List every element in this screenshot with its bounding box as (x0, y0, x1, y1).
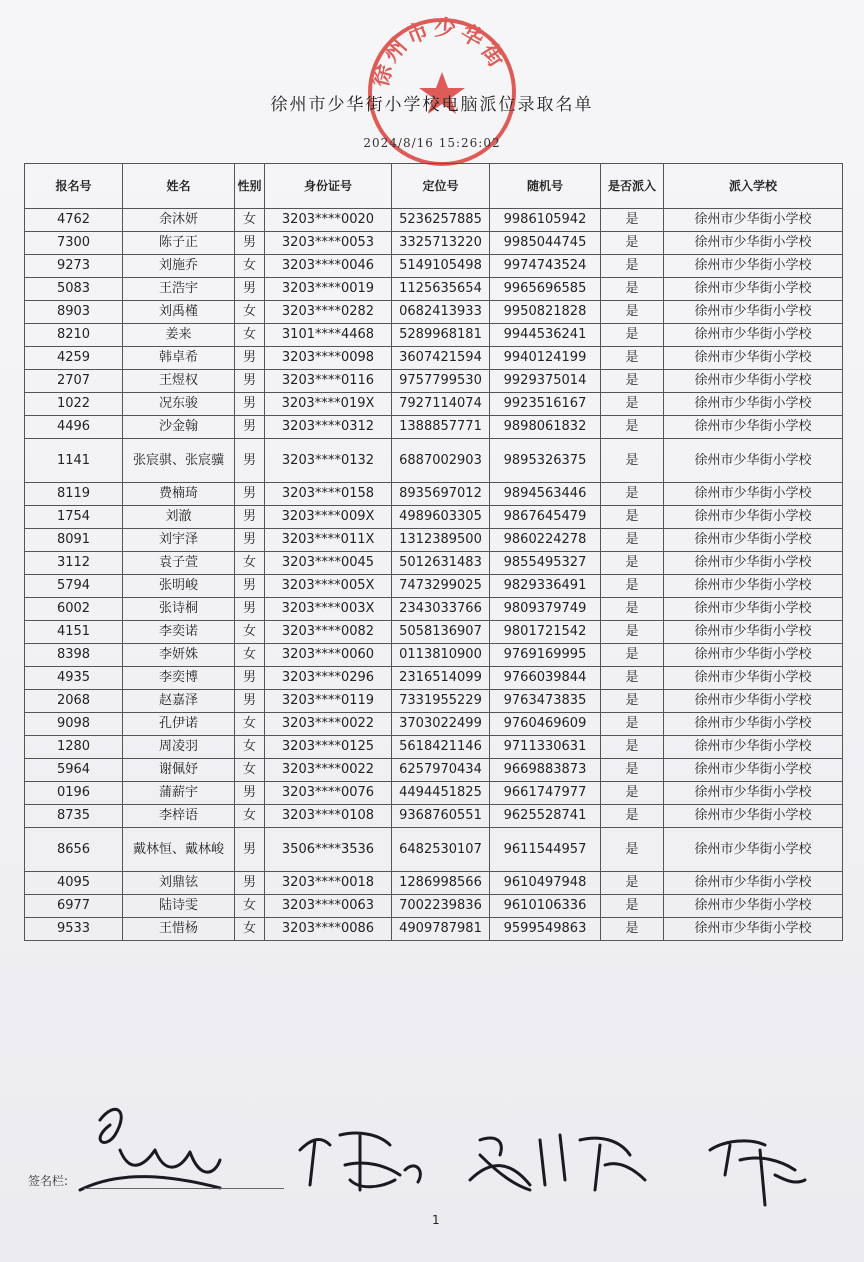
cell-id-number: 3203****0125 (265, 736, 392, 759)
cell-location-no: 8935697012 (392, 483, 490, 506)
col-header-id-number: 身份证号 (265, 164, 392, 209)
cell-name: 刘宇泽 (123, 529, 235, 552)
cell-gender: 女 (235, 805, 265, 828)
cell-school: 徐州市少华街小学校 (664, 782, 843, 805)
cell-assigned: 是 (601, 552, 664, 575)
cell-assigned: 是 (601, 918, 664, 941)
cell-gender: 女 (235, 255, 265, 278)
cell-school: 徐州市少华街小学校 (664, 506, 843, 529)
cell-random-no: 9940124199 (490, 347, 601, 370)
cell-gender: 女 (235, 621, 265, 644)
cell-assigned: 是 (601, 644, 664, 667)
cell-id-number: 3203****0046 (265, 255, 392, 278)
cell-name: 姜来 (123, 324, 235, 347)
cell-gender: 男 (235, 347, 265, 370)
cell-school: 徐州市少华街小学校 (664, 598, 843, 621)
cell-id-number: 3203****011X (265, 529, 392, 552)
cell-reg-no: 1022 (25, 393, 123, 416)
signature-line (84, 1188, 284, 1189)
cell-gender: 男 (235, 529, 265, 552)
cell-reg-no: 8210 (25, 324, 123, 347)
cell-id-number: 3203****0022 (265, 713, 392, 736)
cell-school: 徐州市少华街小学校 (664, 713, 843, 736)
cell-random-no: 9895326375 (490, 439, 601, 483)
cell-random-no: 9711330631 (490, 736, 601, 759)
table-row (25, 598, 843, 621)
cell-random-no: 9760469609 (490, 713, 601, 736)
cell-id-number: 3203****0082 (265, 621, 392, 644)
cell-name: 戴林恒、戴林峻 (123, 828, 235, 872)
cell-assigned: 是 (601, 209, 664, 232)
cell-gender: 女 (235, 552, 265, 575)
cell-location-no: 5012631483 (392, 552, 490, 575)
cell-id-number: 3101****4468 (265, 324, 392, 347)
cell-assigned: 是 (601, 598, 664, 621)
table-row (25, 483, 843, 506)
col-header-assigned: 是否派入 (601, 164, 664, 209)
page-title: 徐州市少华街小学校电脑派位录取名单 (270, 95, 594, 115)
cell-assigned: 是 (601, 232, 664, 255)
cell-location-no: 7927114074 (392, 393, 490, 416)
table-body (25, 209, 843, 941)
cell-name: 王煜权 (123, 370, 235, 393)
cell-random-no: 9625528741 (490, 805, 601, 828)
cell-gender: 女 (235, 895, 265, 918)
cell-reg-no: 4151 (25, 621, 123, 644)
cell-assigned: 是 (601, 506, 664, 529)
cell-gender: 女 (235, 301, 265, 324)
cell-reg-no: 4935 (25, 667, 123, 690)
cell-gender: 女 (235, 918, 265, 941)
cell-random-no: 9610497948 (490, 872, 601, 895)
cell-reg-no: 5083 (25, 278, 123, 301)
cell-school: 徐州市少华街小学校 (664, 347, 843, 370)
cell-school: 徐州市少华街小学校 (664, 278, 843, 301)
cell-school: 徐州市少华街小学校 (664, 529, 843, 552)
cell-reg-no: 8735 (25, 805, 123, 828)
cell-gender: 女 (235, 209, 265, 232)
cell-reg-no: 4095 (25, 872, 123, 895)
cell-location-no: 6257970434 (392, 759, 490, 782)
cell-name: 况东骏 (123, 393, 235, 416)
cell-random-no: 9986105942 (490, 209, 601, 232)
cell-gender: 男 (235, 575, 265, 598)
admission-table (24, 163, 843, 941)
cell-gender: 男 (235, 506, 265, 529)
cell-location-no: 4909787981 (392, 918, 490, 941)
cell-reg-no: 8119 (25, 483, 123, 506)
cell-name: 李梓语 (123, 805, 235, 828)
cell-location-no: 3607421594 (392, 347, 490, 370)
cell-gender: 男 (235, 232, 265, 255)
cell-gender: 男 (235, 690, 265, 713)
cell-reg-no: 5794 (25, 575, 123, 598)
cell-assigned: 是 (601, 393, 664, 416)
cell-school: 徐州市少华街小学校 (664, 416, 843, 439)
table-row (25, 347, 843, 370)
cell-location-no: 5058136907 (392, 621, 490, 644)
cell-assigned: 是 (601, 713, 664, 736)
cell-id-number: 3203****0296 (265, 667, 392, 690)
cell-school: 徐州市少华街小学校 (664, 872, 843, 895)
table-row (25, 690, 843, 713)
signature-label: 签名栏: (28, 1174, 69, 1188)
cell-location-no: 7331955229 (392, 690, 490, 713)
table-row (25, 644, 843, 667)
cell-school: 徐州市少华街小学校 (664, 232, 843, 255)
cell-id-number: 3203****0063 (265, 895, 392, 918)
cell-id-number: 3203****0119 (265, 690, 392, 713)
cell-reg-no: 4762 (25, 209, 123, 232)
cell-random-no: 9894563446 (490, 483, 601, 506)
table-header-row (25, 164, 843, 209)
cell-location-no: 4494451825 (392, 782, 490, 805)
cell-school: 徐州市少华街小学校 (664, 370, 843, 393)
cell-reg-no: 3112 (25, 552, 123, 575)
cell-name: 王惜杨 (123, 918, 235, 941)
cell-school: 徐州市少华街小学校 (664, 209, 843, 232)
col-header-name: 姓名 (123, 164, 235, 209)
cell-assigned: 是 (601, 416, 664, 439)
cell-random-no: 9769169995 (490, 644, 601, 667)
cell-gender: 男 (235, 416, 265, 439)
cell-school: 徐州市少华街小学校 (664, 644, 843, 667)
cell-name: 费楠琦 (123, 483, 235, 506)
cell-assigned: 是 (601, 483, 664, 506)
cell-gender: 女 (235, 644, 265, 667)
cell-gender: 男 (235, 872, 265, 895)
table-row (25, 667, 843, 690)
table-row (25, 736, 843, 759)
cell-location-no: 1388857771 (392, 416, 490, 439)
table-row (25, 393, 843, 416)
cell-name: 刘鼎铉 (123, 872, 235, 895)
cell-school: 徐州市少华街小学校 (664, 301, 843, 324)
cell-location-no: 7002239836 (392, 895, 490, 918)
cell-name: 李妍姝 (123, 644, 235, 667)
cell-id-number: 3203****0022 (265, 759, 392, 782)
cell-reg-no: 8091 (25, 529, 123, 552)
cell-school: 徐州市少华街小学校 (664, 805, 843, 828)
cell-assigned: 是 (601, 805, 664, 828)
cell-random-no: 9950821828 (490, 301, 601, 324)
cell-id-number: 3203****019X (265, 393, 392, 416)
cell-gender: 女 (235, 736, 265, 759)
cell-reg-no: 8656 (25, 828, 123, 872)
cell-name: 余沐妍 (123, 209, 235, 232)
cell-random-no: 9661747977 (490, 782, 601, 805)
cell-random-no: 9809379749 (490, 598, 601, 621)
table-row (25, 575, 843, 598)
cell-id-number: 3203****009X (265, 506, 392, 529)
table-row (25, 416, 843, 439)
cell-id-number: 3203****0116 (265, 370, 392, 393)
cell-location-no: 5289968181 (392, 324, 490, 347)
table-row (25, 805, 843, 828)
table-row (25, 506, 843, 529)
cell-assigned: 是 (601, 529, 664, 552)
cell-assigned: 是 (601, 324, 664, 347)
cell-school: 徐州市少华街小学校 (664, 736, 843, 759)
page-number: 1 (432, 1213, 440, 1227)
cell-reg-no: 6977 (25, 895, 123, 918)
cell-name: 沙金翰 (123, 416, 235, 439)
cell-reg-no: 0196 (25, 782, 123, 805)
cell-gender: 女 (235, 713, 265, 736)
cell-location-no: 9757799530 (392, 370, 490, 393)
cell-assigned: 是 (601, 667, 664, 690)
cell-id-number: 3203****0098 (265, 347, 392, 370)
cell-assigned: 是 (601, 690, 664, 713)
table-row (25, 301, 843, 324)
cell-name: 谢佩妤 (123, 759, 235, 782)
cell-reg-no: 9533 (25, 918, 123, 941)
table-row (25, 529, 843, 552)
table-row (25, 918, 843, 941)
table-row (25, 439, 843, 483)
cell-school: 徐州市少华街小学校 (664, 483, 843, 506)
cell-assigned: 是 (601, 895, 664, 918)
table-row (25, 895, 843, 918)
cell-location-no: 0113810900 (392, 644, 490, 667)
cell-gender: 男 (235, 667, 265, 690)
cell-reg-no: 1280 (25, 736, 123, 759)
table-row (25, 828, 843, 872)
cell-random-no: 9923516167 (490, 393, 601, 416)
cell-location-no: 3703022499 (392, 713, 490, 736)
cell-name: 陆诗雯 (123, 895, 235, 918)
cell-school: 徐州市少华街小学校 (664, 895, 843, 918)
cell-random-no: 9867645479 (490, 506, 601, 529)
table-row (25, 324, 843, 347)
cell-reg-no: 4259 (25, 347, 123, 370)
cell-random-no: 9599549863 (490, 918, 601, 941)
cell-id-number: 3203****0060 (265, 644, 392, 667)
cell-location-no: 5236257885 (392, 209, 490, 232)
cell-random-no: 9801721542 (490, 621, 601, 644)
cell-id-number: 3203****0086 (265, 918, 392, 941)
cell-random-no: 9944536241 (490, 324, 601, 347)
cell-assigned: 是 (601, 439, 664, 483)
table-row (25, 782, 843, 805)
handwritten-signatures (60, 1080, 840, 1240)
cell-location-no: 6887002903 (392, 439, 490, 483)
cell-reg-no: 2707 (25, 370, 123, 393)
cell-assigned: 是 (601, 621, 664, 644)
cell-school: 徐州市少华街小学校 (664, 690, 843, 713)
col-header-gender: 性别 (235, 164, 265, 209)
cell-id-number: 3506****3536 (265, 828, 392, 872)
col-header-location-no: 定位号 (392, 164, 490, 209)
cell-assigned: 是 (601, 370, 664, 393)
cell-school: 徐州市少华街小学校 (664, 575, 843, 598)
cell-name: 蒲薪宇 (123, 782, 235, 805)
cell-assigned: 是 (601, 759, 664, 782)
cell-school: 徐州市少华街小学校 (664, 918, 843, 941)
cell-school: 徐州市少华街小学校 (664, 621, 843, 644)
cell-id-number: 3203****0108 (265, 805, 392, 828)
cell-assigned: 是 (601, 301, 664, 324)
cell-random-no: 9985044745 (490, 232, 601, 255)
cell-random-no: 9855495327 (490, 552, 601, 575)
cell-random-no: 9610106336 (490, 895, 601, 918)
cell-assigned: 是 (601, 278, 664, 301)
cell-name: 李奕诺 (123, 621, 235, 644)
table-row (25, 209, 843, 232)
cell-reg-no: 5964 (25, 759, 123, 782)
cell-gender: 男 (235, 439, 265, 483)
cell-reg-no: 2068 (25, 690, 123, 713)
cell-school: 徐州市少华街小学校 (664, 255, 843, 278)
cell-location-no: 6482530107 (392, 828, 490, 872)
cell-random-no: 9611544957 (490, 828, 601, 872)
cell-name: 张明峻 (123, 575, 235, 598)
cell-assigned: 是 (601, 872, 664, 895)
cell-name: 刘澈 (123, 506, 235, 529)
cell-random-no: 9829336491 (490, 575, 601, 598)
cell-reg-no: 8398 (25, 644, 123, 667)
cell-random-no: 9860224278 (490, 529, 601, 552)
cell-location-no: 5149105498 (392, 255, 490, 278)
cell-gender: 男 (235, 483, 265, 506)
cell-name: 刘禹槿 (123, 301, 235, 324)
cell-name: 孔伊诺 (123, 713, 235, 736)
table-row (25, 255, 843, 278)
cell-location-no: 4989603305 (392, 506, 490, 529)
cell-name: 韩卓希 (123, 347, 235, 370)
cell-gender: 男 (235, 278, 265, 301)
col-header-reg-no: 报名号 (25, 164, 123, 209)
cell-id-number: 3203****0019 (265, 278, 392, 301)
cell-id-number: 3203****0312 (265, 416, 392, 439)
svg-text:徐州市少华街: 徐州市少华街 (368, 15, 511, 90)
cell-random-no: 9669883873 (490, 759, 601, 782)
cell-name: 张诗桐 (123, 598, 235, 621)
table-row (25, 278, 843, 301)
cell-random-no: 9763473835 (490, 690, 601, 713)
cell-assigned: 是 (601, 736, 664, 759)
print-timestamp: 2024/8/16 15:26:02 (363, 136, 501, 150)
cell-id-number: 3203****0053 (265, 232, 392, 255)
col-header-random-no: 随机号 (490, 164, 601, 209)
cell-reg-no: 6002 (25, 598, 123, 621)
table-row (25, 759, 843, 782)
cell-assigned: 是 (601, 782, 664, 805)
cell-school: 徐州市少华街小学校 (664, 552, 843, 575)
cell-school: 徐州市少华街小学校 (664, 439, 843, 483)
table-row (25, 232, 843, 255)
cell-location-no: 7473299025 (392, 575, 490, 598)
table-row (25, 872, 843, 895)
cell-location-no: 3325713220 (392, 232, 490, 255)
cell-gender: 男 (235, 782, 265, 805)
table-row (25, 370, 843, 393)
cell-gender: 男 (235, 393, 265, 416)
cell-location-no: 1312389500 (392, 529, 490, 552)
cell-id-number: 3203****0045 (265, 552, 392, 575)
cell-reg-no: 9273 (25, 255, 123, 278)
table-row (25, 713, 843, 736)
cell-location-no: 1286998566 (392, 872, 490, 895)
cell-id-number: 3203****0282 (265, 301, 392, 324)
cell-gender: 女 (235, 324, 265, 347)
cell-assigned: 是 (601, 347, 664, 370)
cell-id-number: 3203****0020 (265, 209, 392, 232)
cell-random-no: 9898061832 (490, 416, 601, 439)
cell-id-number: 3203****0018 (265, 872, 392, 895)
cell-gender: 男 (235, 370, 265, 393)
cell-gender: 男 (235, 828, 265, 872)
cell-random-no: 9929375014 (490, 370, 601, 393)
cell-id-number: 3203****0158 (265, 483, 392, 506)
cell-name: 刘施乔 (123, 255, 235, 278)
cell-location-no: 2316514099 (392, 667, 490, 690)
cell-name: 李奕博 (123, 667, 235, 690)
cell-reg-no: 1754 (25, 506, 123, 529)
cell-id-number: 3203****0076 (265, 782, 392, 805)
cell-assigned: 是 (601, 255, 664, 278)
cell-reg-no: 8903 (25, 301, 123, 324)
cell-random-no: 9974743524 (490, 255, 601, 278)
cell-reg-no: 7300 (25, 232, 123, 255)
cell-school: 徐州市少华街小学校 (664, 393, 843, 416)
cell-location-no: 0682413933 (392, 301, 490, 324)
cell-school: 徐州市少华街小学校 (664, 759, 843, 782)
cell-random-no: 9965696585 (490, 278, 601, 301)
cell-name: 赵嘉泽 (123, 690, 235, 713)
cell-name: 陈子正 (123, 232, 235, 255)
cell-id-number: 3203****0132 (265, 439, 392, 483)
cell-school: 徐州市少华街小学校 (664, 667, 843, 690)
table-row (25, 621, 843, 644)
cell-reg-no: 9098 (25, 713, 123, 736)
cell-school: 徐州市少华街小学校 (664, 828, 843, 872)
cell-school: 徐州市少华街小学校 (664, 324, 843, 347)
cell-id-number: 3203****003X (265, 598, 392, 621)
table-row (25, 552, 843, 575)
cell-reg-no: 4496 (25, 416, 123, 439)
cell-location-no: 1125635654 (392, 278, 490, 301)
cell-location-no: 2343033766 (392, 598, 490, 621)
cell-gender: 男 (235, 598, 265, 621)
cell-id-number: 3203****005X (265, 575, 392, 598)
col-header-school: 派入学校 (664, 164, 843, 209)
cell-name: 王浩宇 (123, 278, 235, 301)
cell-location-no: 5618421146 (392, 736, 490, 759)
cell-assigned: 是 (601, 828, 664, 872)
cell-random-no: 9766039844 (490, 667, 601, 690)
cell-gender: 女 (235, 759, 265, 782)
cell-reg-no: 1141 (25, 439, 123, 483)
cell-location-no: 9368760551 (392, 805, 490, 828)
cell-assigned: 是 (601, 575, 664, 598)
cell-name: 周凌羽 (123, 736, 235, 759)
cell-name: 张宸骐、张宸骥 (123, 439, 235, 483)
cell-name: 袁子萱 (123, 552, 235, 575)
